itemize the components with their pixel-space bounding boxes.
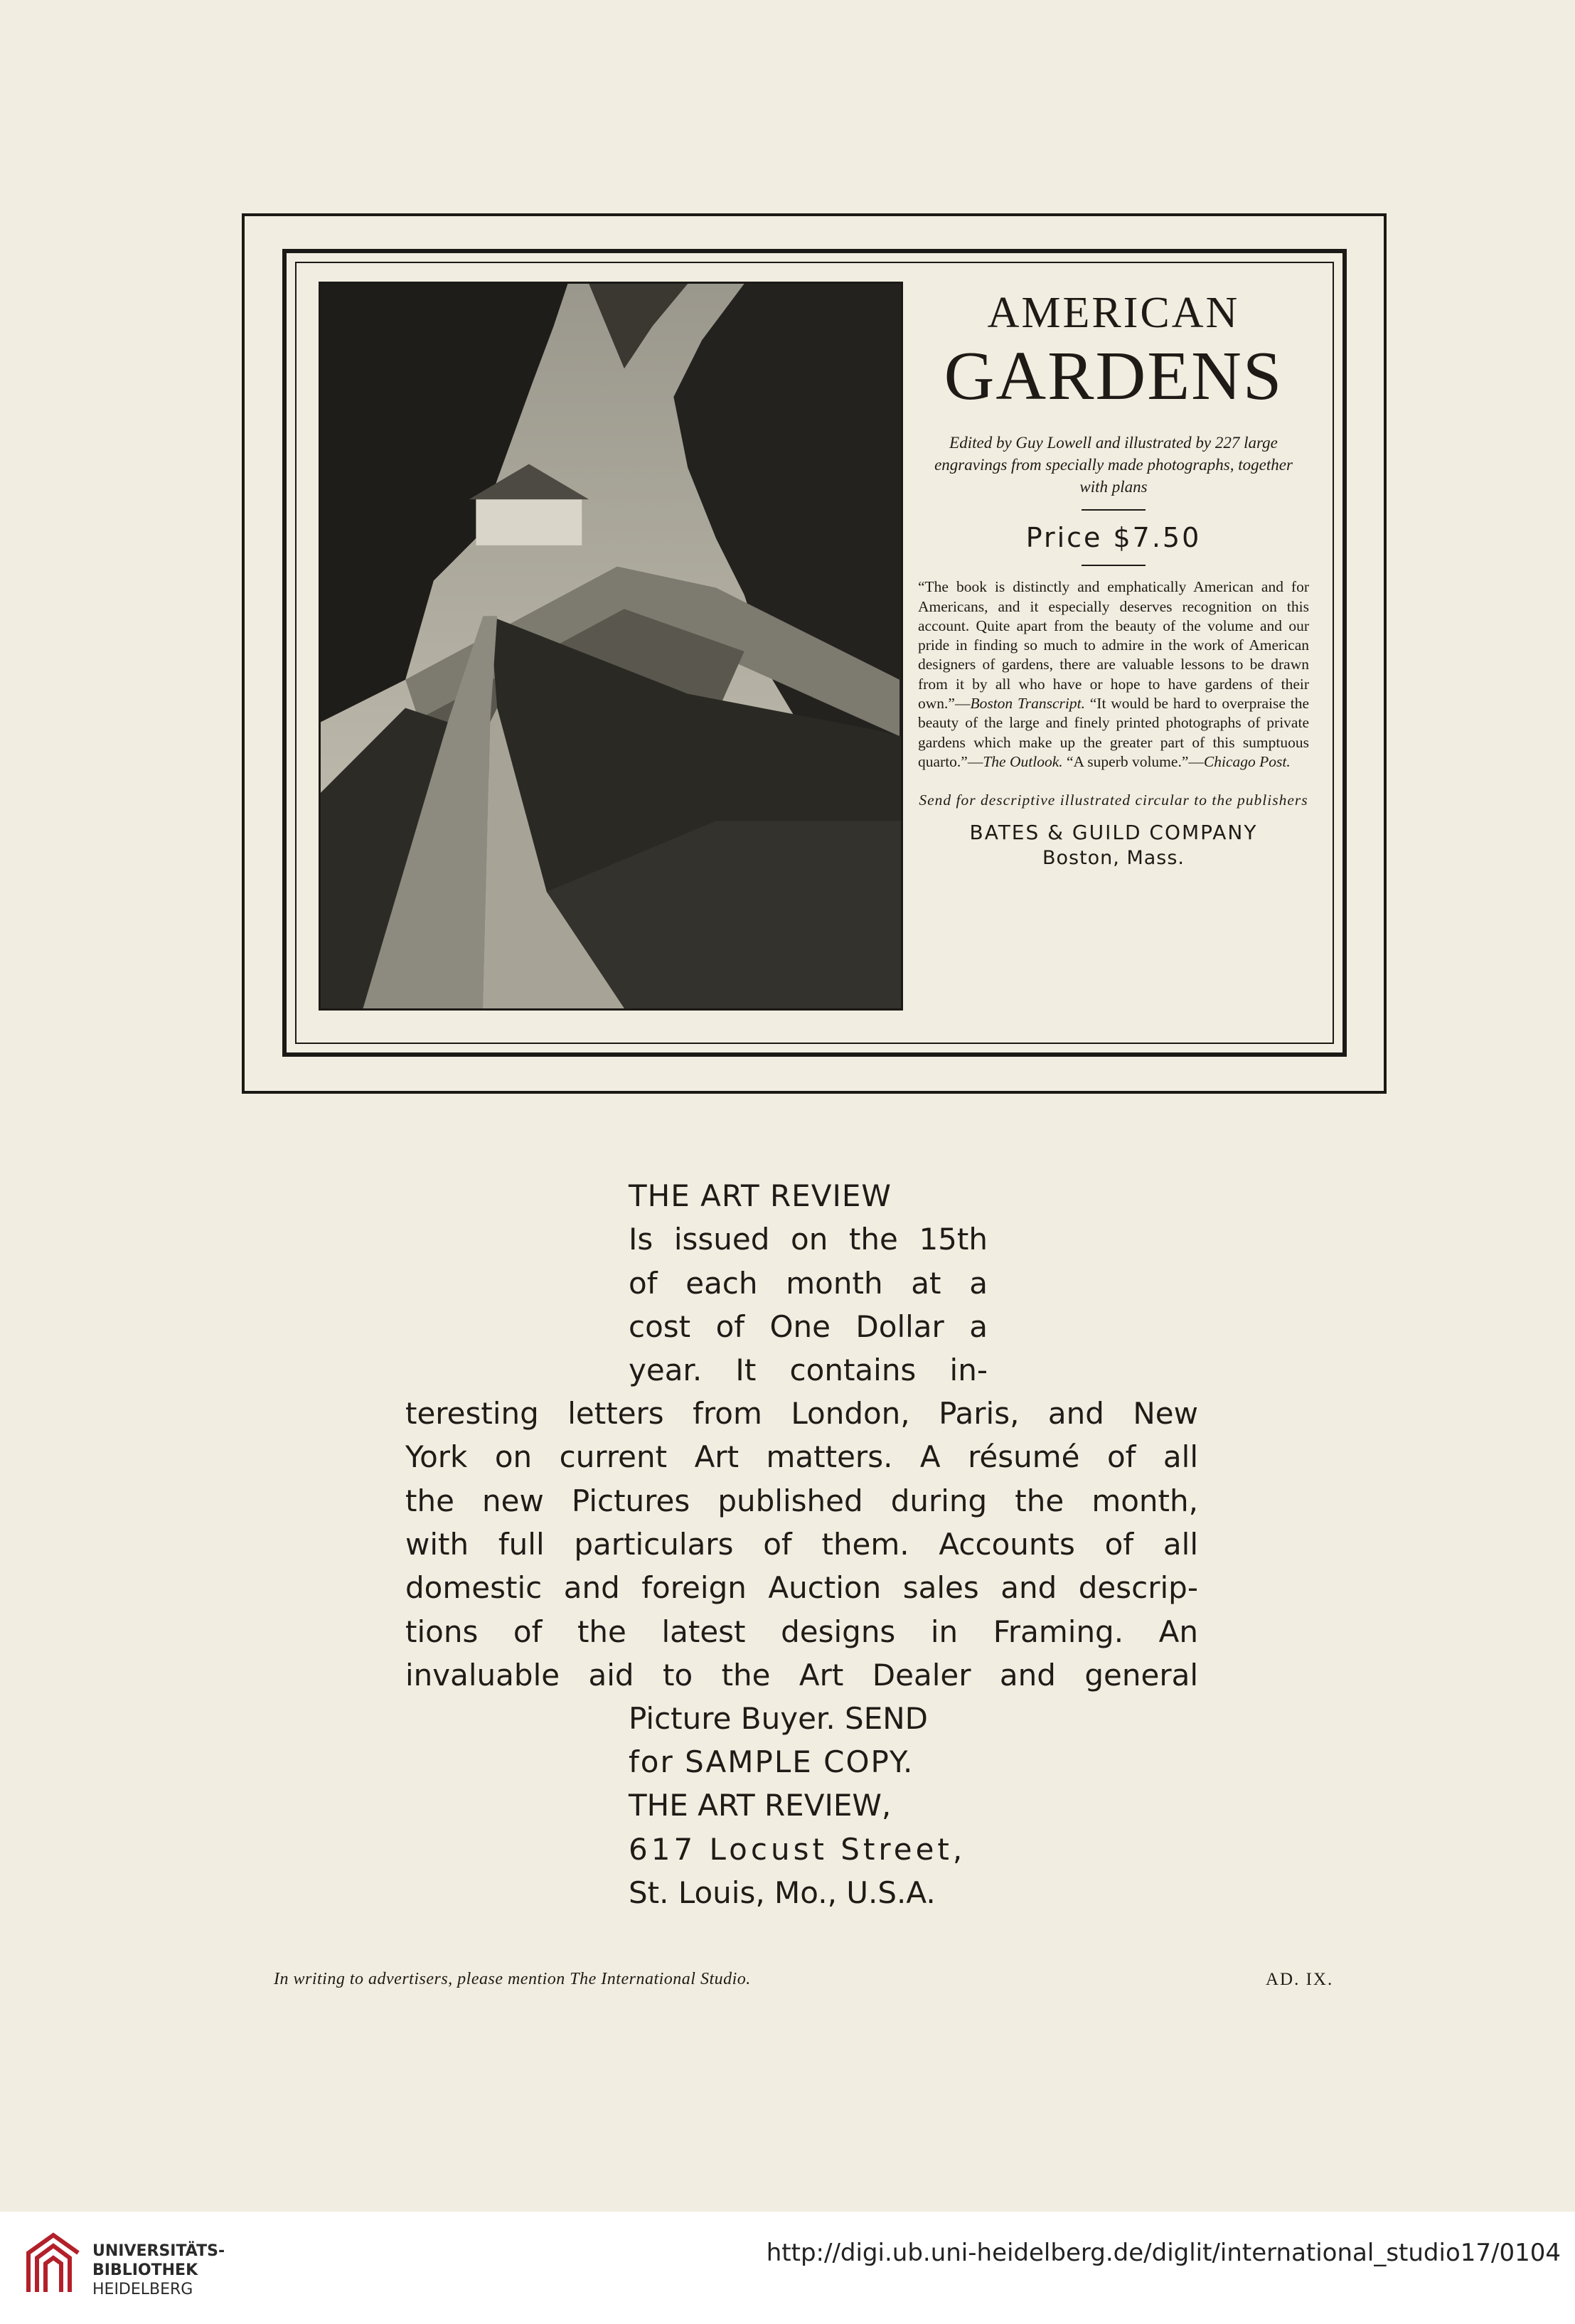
- review-line: St. Louis, Mo., U.S.A.: [629, 1875, 936, 1910]
- garden-photo-illustration: [321, 284, 901, 1008]
- review-line: Is issued on the 15th: [629, 1222, 988, 1257]
- review-line: of each month at a: [629, 1266, 988, 1301]
- footer-note: In writing to advertisers, please mention The International Studio.: [274, 1970, 751, 1988]
- ad-price: Price $7.50: [1025, 522, 1202, 554]
- ad-title-gardens: GARDENS: [944, 338, 1283, 415]
- review-line: tions of the latest designs in Framing. An: [405, 1614, 1198, 1649]
- quote-text: “It would be hard to overpraise the beauty of the large and finely printed photographs of private gardens which make up the greater part of this sumptuous quarto.”—: [918, 695, 1309, 770]
- permalink-url[interactable]: http://digi.ub.uni-heidelberg.de/diglit/international_studio17/0104: [766, 2239, 1561, 2267]
- review-line: for SAMPLE COPY.: [629, 1744, 914, 1779]
- library-name-line: HEIDELBERG: [92, 2281, 193, 2298]
- ad-press-quotes: [918, 577, 1309, 772]
- ad-rule: [1082, 509, 1146, 511]
- library-name: [92, 2242, 225, 2299]
- review-line: teresting letters from London, Paris, and New: [405, 1396, 1198, 1431]
- american-gardens-advertisement: [282, 249, 1347, 1057]
- ad-title-american: AMERICAN: [987, 289, 1240, 337]
- review-line: 617 Locust Street,: [629, 1832, 966, 1867]
- review-line: THE ART REVIEW,: [629, 1788, 892, 1823]
- quote-text: “The book is distinctly and emphatically American and for Americans, and it especially deserves recognition on this account. Quite apart from the beauty of the volume and our pride in finding so much to admire in the work of American designers of gardens, there are valuable lessons to be drawn from it by all who have or hope to have gardens of their own.”—: [918, 578, 1309, 712]
- ad-copy: [911, 282, 1316, 869]
- review-line: the new Pictures published during the month,: [405, 1483, 1198, 1518]
- quote-source: Chicago Post.: [1203, 752, 1291, 770]
- ad-rule: [1082, 565, 1146, 566]
- ad-publisher: BATES & GUILD COMPANY: [969, 821, 1258, 845]
- quote-source: The Outlook.: [983, 752, 1063, 770]
- quote-source: Boston Transcript.: [970, 695, 1085, 712]
- library-logo-icon: [21, 2224, 85, 2303]
- review-line: year. It contains in-: [629, 1353, 988, 1387]
- review-line: with full particulars of them. Accounts of all: [405, 1527, 1198, 1562]
- ad-location: Boston, Mass.: [1042, 847, 1185, 870]
- review-line: Picture Buyer. SEND: [629, 1701, 928, 1736]
- quote-text: “A superb volume.”—: [1067, 752, 1204, 770]
- review-line: cost of One Dollar a: [629, 1309, 988, 1344]
- ad-edited-by: Edited by Guy Lowell and illustrated by 227 large engravings from specially made photographs, together with plans: [934, 434, 1293, 496]
- library-footer-bar: [0, 2212, 1575, 2324]
- review-line: THE ART REVIEW: [629, 1178, 892, 1213]
- garden-photograph: [319, 282, 903, 1011]
- library-name-line: BIBLIOTHEK: [92, 2261, 198, 2279]
- review-line: domestic and foreign Auction sales and descrip-: [405, 1570, 1198, 1605]
- review-line: invaluable aid to the Art Dealer and general: [405, 1658, 1198, 1693]
- page-label: AD. IX.: [1266, 1970, 1334, 1989]
- review-line: York on current Art matters. A résumé of all: [405, 1439, 1198, 1474]
- ad-send-for: Send for descriptive illustrated circular to the publishers: [919, 791, 1308, 809]
- library-name-line: UNIVERSITÄTS-: [92, 2242, 225, 2260]
